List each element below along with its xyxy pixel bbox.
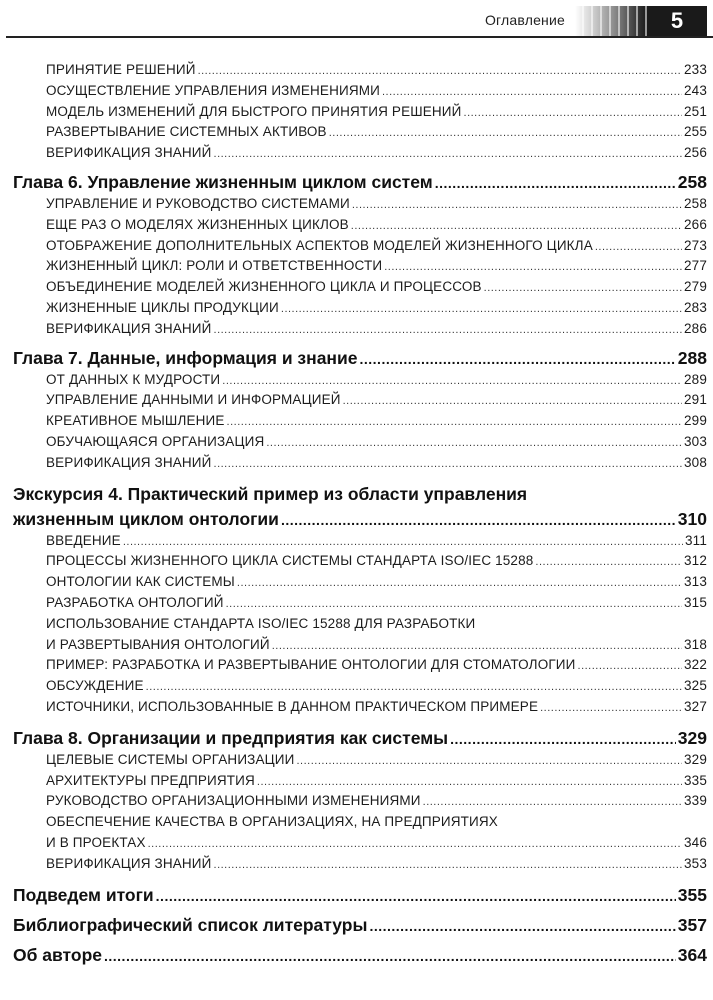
toc-entry-title: ВЕРИФИКАЦИЯ ЗНАНИЙ [46, 454, 212, 470]
toc-entry-page: 312 [684, 553, 707, 569]
dot-leader [214, 144, 683, 164]
page-header [0, 0, 713, 40]
dot-leader [237, 573, 682, 593]
toc-entry[interactable] [0, 655, 713, 676]
toc-bibliography[interactable] [0, 913, 713, 937]
header-rule [6, 36, 713, 38]
dot-leader [464, 103, 683, 123]
toc-excursion-4[interactable] [0, 507, 713, 531]
toc-entry-page: 291 [684, 392, 707, 408]
dot-leader [360, 347, 676, 370]
toc-entry[interactable] [0, 102, 713, 123]
dot-leader [450, 727, 676, 750]
dot-leader [382, 82, 682, 102]
dot-leader [595, 237, 682, 257]
toc-entry-page: 329 [684, 751, 707, 767]
toc-entry-page: 346 [684, 834, 707, 850]
toc-entry-page: 308 [684, 454, 707, 470]
dot-leader [222, 371, 682, 391]
toc-entry-page: 325 [684, 678, 707, 694]
toc-chapter-title: жизненным циклом онтологии [13, 508, 279, 529]
dot-leader [272, 636, 682, 656]
toc-entry-title: ЦЕЛЕВЫЕ СИСТЕМЫ ОРГАНИЗАЦИИ [46, 751, 295, 767]
toc-entry[interactable] [0, 390, 713, 411]
toc-entry-title-line1[interactable]: ИСПОЛЬЗОВАНИЕ СТАНДАРТА ISO/IEC 15288 ДЛЯ РАЗРАБОТКИ [46, 615, 476, 631]
toc-entry-page: 266 [684, 216, 707, 232]
dot-leader [369, 914, 675, 937]
toc-entry-title: ОТОБРАЖЕНИЕ ДОПОЛНИТЕЛЬНЫХ АСПЕКТОВ МОДЕЛЕЙ ЖИЗНЕННОГО ЦИКЛА [46, 237, 593, 253]
toc-entry-title: ПРИМЕР: РАЗРАБОТКА И РАЗВЕРТЫВАНИЕ ОНТОЛОГИИ ДЛЯ СТОМАТОЛОГИИ [46, 657, 576, 673]
toc-entry-title: ВВЕДЕНИЕ [46, 532, 121, 548]
running-head-title: Оглавление [484, 12, 565, 28]
toc-summary[interactable] [0, 883, 713, 907]
toc-entry-page: 327 [684, 698, 707, 714]
dot-leader [156, 884, 676, 907]
toc-entry-title: РАЗВЕРТЫВАНИЕ СИСТЕМНЫХ АКТИВОВ [46, 124, 327, 140]
dot-leader [226, 594, 682, 614]
toc-entry-page: 353 [684, 855, 707, 871]
toc-entry-title: ОСУЩЕСТВЛЕНИЕ УПРАВЛЕНИЯ ИЗМЕНЕНИЯМИ [46, 82, 380, 98]
table-of-contents [0, 60, 713, 967]
toc-entry-title: ИСТОЧНИКИ, ИСПОЛЬЗОВАННЫЕ В ДАННОМ ПРАКТИЧЕСКОМ ПРИМЕРЕ [46, 698, 539, 714]
toc-entry-page: 256 [684, 145, 707, 161]
toc-entry-title: И РАЗВЕРТЫВАНИЯ ОНТОЛОГИЙ [46, 636, 270, 652]
dot-leader [435, 171, 676, 194]
toc-entry-page: 315 [684, 594, 707, 610]
toc-entry[interactable] [0, 572, 713, 593]
toc-chapter-7[interactable] [0, 346, 713, 370]
dot-leader [423, 792, 682, 812]
toc-entry-title: ОНТОЛОГИИ КАК СИСТЕМЫ [46, 574, 235, 590]
toc-entry-title: ПРОЦЕССЫ ЖИЗНЕННОГО ЦИКЛА СИСТЕМЫ СТАНДАРТА ISO/IEC 15288 [46, 553, 534, 569]
toc-entry-title: ЖИЗНЕННЫЙ ЦИКЛ: РОЛИ И ОТВЕТСТВЕННОСТИ [46, 258, 383, 274]
toc-entry-title: АРХИТЕКТУРЫ ПРЕДПРИЯТИЯ [46, 772, 255, 788]
dot-leader [281, 299, 682, 319]
toc-entry-page: 322 [684, 657, 707, 673]
toc-entry-page: 299 [684, 413, 707, 429]
toc-entry-title: ЖИЗНЕННЫЕ ЦИКЛЫ ПРОДУКЦИИ [46, 299, 279, 315]
toc-chapter-title: Глава 8. Организации и предприятия как системы [13, 727, 449, 748]
toc-chapter-page: 310 [677, 508, 707, 529]
dot-leader [540, 698, 682, 718]
toc-chapter-title: Глава 7. Данные, информация и знание [13, 347, 358, 368]
toc-entry[interactable] [0, 277, 713, 298]
toc-entry[interactable] [0, 593, 713, 614]
dot-leader [257, 772, 682, 792]
toc-entry-page: 283 [684, 299, 707, 315]
toc-entry[interactable] [0, 432, 713, 453]
toc-entry-title: И В ПРОЕКТАХ [46, 834, 146, 850]
toc-entry-title: УПРАВЛЕНИЕ ДАННЫМИ И ИНФОРМАЦИЕЙ [46, 392, 341, 408]
dot-leader [148, 834, 682, 854]
toc-chapter-title: Глава 6. Управление жизненным циклом систем [13, 171, 433, 192]
dot-leader [214, 320, 683, 340]
toc-entry-title: РАЗРАБОТКА ОНТОЛОГИЙ [46, 594, 224, 610]
dot-leader [297, 751, 683, 771]
toc-chapter-8[interactable] [0, 726, 713, 750]
toc-entry-title: РУКОВОДСТВО ОРГАНИЗАЦИОННЫМИ ИЗМЕНЕНИЯМИ [46, 793, 421, 809]
toc-entry[interactable] [0, 750, 713, 771]
dot-leader [198, 61, 682, 81]
dot-leader [123, 532, 683, 552]
dot-leader [352, 195, 682, 215]
toc-entry[interactable] [0, 215, 713, 236]
toc-entry[interactable] [0, 122, 713, 143]
toc-entry-title: ОБУЧАЮЩАЯСЯ ОРГАНИЗАЦИЯ [46, 433, 265, 449]
toc-entry-title: ВЕРИФИКАЦИЯ ЗНАНИЙ [46, 320, 212, 336]
toc-excursion-4-title-line1[interactable]: Экскурсия 4. Практический пример из области управления [13, 483, 528, 504]
toc-chapter-page: 364 [677, 944, 707, 965]
toc-entry[interactable] [0, 143, 713, 164]
toc-entry-page: 273 [684, 237, 707, 253]
toc-entry-page: 255 [684, 124, 707, 140]
toc-entry-title-line1[interactable]: ОБЕСПЕЧЕНИЕ КАЧЕСТВА В ОРГАНИЗАЦИЯХ, НА ПРЕДПРИЯТИЯХ [46, 814, 498, 830]
toc-entry[interactable] [0, 771, 713, 792]
dot-leader [535, 552, 682, 572]
toc-entry-page: 318 [684, 636, 707, 652]
page-number: 5 [647, 6, 707, 36]
toc-entry[interactable] [0, 791, 713, 812]
toc-entry-page: 313 [684, 574, 707, 590]
toc-chapter-page: 357 [677, 914, 707, 935]
toc-entry[interactable] [0, 854, 713, 875]
dot-leader [146, 677, 682, 697]
toc-chapter-page: 258 [677, 171, 707, 192]
header-gradient-decoration [575, 6, 647, 36]
toc-entry[interactable] [0, 411, 713, 432]
toc-entry-page: 289 [684, 371, 707, 387]
toc-entry[interactable] [0, 298, 713, 319]
dot-leader [104, 944, 676, 967]
toc-entry-page: 286 [684, 320, 707, 336]
toc-entry[interactable] [0, 370, 713, 391]
dot-leader [351, 216, 682, 236]
toc-entry[interactable] [0, 81, 713, 102]
dot-leader [343, 391, 682, 411]
toc-entry[interactable] [0, 697, 713, 718]
toc-chapter-title: Библиографический список литературы [13, 914, 368, 935]
toc-entry-title: ЕЩЕ РАЗ О МОДЕЛЯХ ЖИЗНЕННЫХ ЦИКЛОВ [46, 216, 349, 232]
toc-chapter-page: 288 [677, 347, 707, 368]
toc-entry-title: ВЕРИФИКАЦИЯ ЗНАНИЙ [46, 145, 212, 161]
toc-entry-page: 277 [684, 258, 707, 274]
dot-leader [578, 656, 683, 676]
toc-entry-page: 279 [684, 279, 707, 295]
toc-entry-page: 233 [684, 62, 707, 77]
toc-entry[interactable] [0, 551, 713, 572]
toc-entry[interactable] [0, 60, 713, 81]
toc-entry-page: 311 [685, 532, 707, 548]
toc-chapter-title: Подведем итоги [13, 884, 154, 905]
toc-entry-title: УПРАВЛЕНИЕ И РУКОВОДСТВО СИСТЕМАМИ [46, 195, 350, 211]
toc-entry[interactable] [0, 319, 713, 340]
toc-entry[interactable] [0, 833, 713, 854]
toc-entry-title: ОБСУЖДЕНИЕ [46, 678, 144, 694]
toc-entry-page: 251 [684, 103, 707, 119]
toc-entry-page: 339 [684, 793, 707, 809]
toc-chapter-title: Об авторе [13, 944, 102, 965]
toc-entry-page: 258 [684, 195, 707, 211]
toc-about-author[interactable] [0, 943, 713, 967]
toc-entry-page: 335 [684, 772, 707, 788]
dot-leader [214, 855, 683, 875]
toc-entry-page: 243 [684, 82, 707, 98]
toc-entry[interactable] [0, 453, 713, 474]
toc-entry-page: 303 [684, 433, 707, 449]
toc-entry-title: ОБЪЕДИНЕНИЕ МОДЕЛЕЙ ЖИЗНЕННОГО ЦИКЛА И ПРОЦЕССОВ [46, 279, 482, 295]
toc-entry[interactable] [0, 256, 713, 277]
toc-entry-title: ОТ ДАННЫХ К МУДРОСТИ [46, 371, 221, 387]
toc-entry[interactable] [0, 236, 713, 257]
toc-chapter-page: 355 [677, 884, 707, 905]
toc-chapter-6[interactable] [0, 170, 713, 194]
dot-leader [384, 257, 682, 277]
dot-leader [266, 433, 682, 453]
toc-entry-title: ПРИНЯТИЕ РЕШЕНИЙ [46, 62, 196, 77]
dot-leader [227, 412, 682, 432]
dot-leader [329, 123, 682, 143]
toc-entry-title: МОДЕЛЬ ИЗМЕНЕНИЙ ДЛЯ БЫСТРОГО ПРИНЯТИЯ РЕШЕНИЙ [46, 103, 462, 119]
toc-entry[interactable] [0, 194, 713, 215]
dot-leader [214, 454, 683, 474]
dot-leader [484, 278, 682, 298]
toc-entry[interactable] [0, 676, 713, 697]
toc-entry[interactable] [0, 635, 713, 656]
dot-leader [281, 508, 676, 531]
toc-entry[interactable] [0, 531, 713, 552]
toc-chapter-page: 329 [677, 727, 707, 748]
toc-entry-title: ВЕРИФИКАЦИЯ ЗНАНИЙ [46, 855, 212, 871]
toc-entry-title: КРЕАТИВНОЕ МЫШЛЕНИЕ [46, 413, 225, 429]
